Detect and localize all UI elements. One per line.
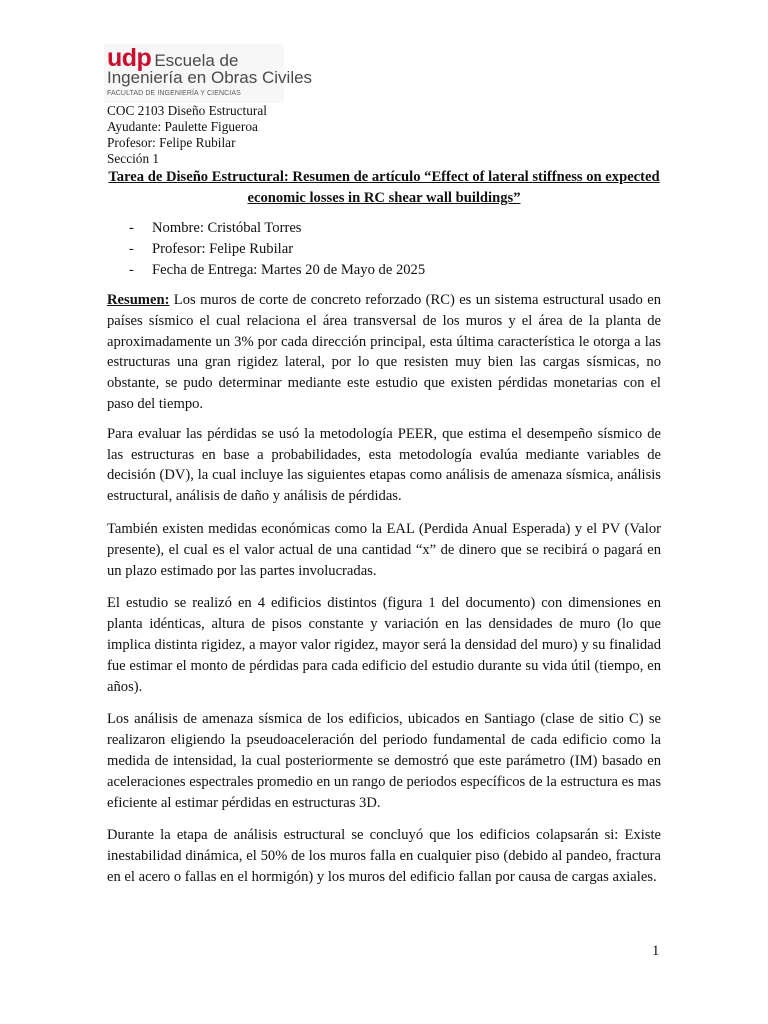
document-title: Tarea de Diseño Estructural: Resumen de artículo “Effect of lateral stiffness on expected economic losses in RC shear wall buildings” <box>108 169 660 206</box>
info-item-name <box>107 218 661 239</box>
info-item-due-date <box>107 260 661 281</box>
course-header <box>107 103 267 167</box>
info-item-text: Fecha de Entrega: Martes 20 de Mayo de 2025 <box>152 262 426 278</box>
dash-marker: - <box>129 220 134 236</box>
document-body <box>107 290 661 900</box>
dash-marker: - <box>129 241 134 257</box>
dash-marker: - <box>129 262 134 278</box>
body-paragraph: El estudio se realizó en 4 edificios distintos (figura 1 del documento) con dimensiones en planta idénticas, altura de pisos constante y variación en las densidades de muro (lo que implica distinta rigidez, a mayor valor rigidez, mayor será la densidad del muro) y su finalidad fue estimar el monto de pérdidas para cada edificio del estudio durante su vida útil (tiempo, en años). <box>107 595 661 695</box>
section-number: Sección 1 <box>107 151 160 166</box>
summary-text: Los muros de corte de concreto reforzado (RC) es un sistema estructural usado en países sísmico el cual relaciona el área transversal de los muros y el área de la planta de aproximadamente un 3% por cada dirección principal, esta última característica le otorga a las estructuras una gran rigidez lateral, por lo que resisten muy bien las cargas sísmicas, no obstante, se pudo determinar mediante este estudio que existen pérdidas monetarias con el paso del tiempo. <box>107 292 661 412</box>
info-item-text: Nombre: Cristóbal Torres <box>152 220 302 236</box>
info-item-professor <box>107 239 661 260</box>
page-number: 1 <box>652 943 660 959</box>
course-name: COC 2103 Diseño Estructural <box>107 103 267 118</box>
info-item-text: Profesor: Felipe Rubilar <box>152 241 294 257</box>
body-paragraph: Durante la etapa de análisis estructural se concluyó que los edificios colapsarán si: Existe inestabilidad dinámica, el 50% de los muros falla en cualquier piso (debido al pandeo, fractura en el acero o fallas en el hormigón) y los muros del edificio fallan por causa de cargas axiales. <box>107 827 661 885</box>
logo-school-line2: Ingeniería en Obras Civiles <box>107 68 313 87</box>
assistant-name: Ayudante: Paulette Figueroa <box>107 119 258 134</box>
body-paragraph: También existen medidas económicas como la EAL (Perdida Anual Esperada) y el PV (Valor presente), el cual es el valor actual de una cantidad “x” de dinero que se recibirá o pagará en un plazo estimado por las partes involucradas. <box>107 520 661 579</box>
logo-faculty: FACULTAD DE INGENIERÍA Y CIENCIAS <box>107 90 241 97</box>
professor-name: Profesor: Felipe Rubilar <box>107 135 236 150</box>
logo-brand: udp <box>107 44 152 72</box>
body-paragraph: Para evaluar las pérdidas se usó la metodología PEER, que estima el desempeño sísmico de las estructuras en base a probabilidades, esta metodología evalúa mediante variables de decisión (DV), la cual incluye las siguientes etapas como análisis de amenaza sísmica, análisis estructural, análisis de daño y análisis de pérdidas. <box>107 425 661 505</box>
summary-paragraph <box>107 290 661 415</box>
summary-label: Resumen: <box>107 292 170 308</box>
body-paragraph: Los análisis de amenaza sísmica de los edificios, ubicados en Santiago (clase de sitio C) se realizaron eligiendo la pseudoaceleración del periodo fundamental de cada edificio como la medida de intensidad, la cual posteriormente se demostró que este parámetro (IM) basado en aceleraciones espectrales promedio en un rango de periodos específicos de la estructura es mas eficiente al estimar pérdidas en estructuras 3D. <box>107 711 661 811</box>
university-logo <box>104 44 313 103</box>
info-list <box>107 218 661 281</box>
logo-school-line1: Escuela de <box>154 51 239 70</box>
